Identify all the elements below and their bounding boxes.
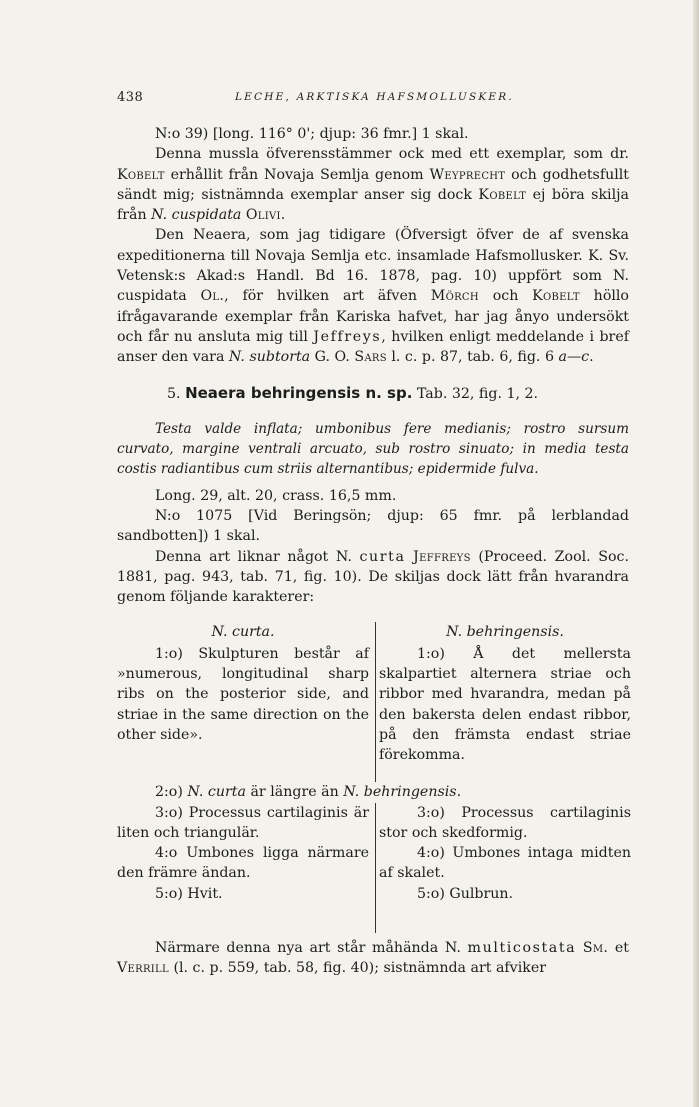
left-character-5: 5:o) Hvit.: [155, 885, 223, 902]
left-character-4: 4:o Umbones ligga närmare den främre ändan.: [117, 845, 369, 882]
paragraph-kobelt: Denna mussla öfverensstämmer ock med ett exemplar, som dr. Kobelt erhållit från Novaja Semlja genom Weyprecht och godhetsfullt sändt mig; sistnämnda exemplar anser sig dock Kobelt ej böra skilja från N. cuspidata Olivi.: [117, 146, 630, 224]
right-character-5: 5:o) Gulbrun.: [417, 885, 514, 902]
page-edge: [693, 0, 699, 1107]
running-title: LECHE, ARKTISKA HAFSMOLLUSKER.: [235, 91, 514, 103]
latin-diagnosis: Testa valde inflata; umbonibus fere medianis; rostro sursum curvato, margine ventrali arcuato, sub rostro sinuato; in media testa costis radiantibus cum striis alternantibus; epidermide fulva.: [117, 420, 629, 478]
paragraph-neaera-subtorta: Den Neaera, som jag tidigare (Öfversigt öfver de af svenska expeditionerna till Novaja Semlja etc. insamlade Hafsmollusker. K. Sv. Vetensk:s Akad:s Handl. Bd 16. 1878, pag. 10) uppfört som N. cuspidata Ol., för hvilken art äfven Mörch och Kobelt höllo ifrågavarande exemplar från Kariska hafvet, har jag ånyo undersökt och får nu ansluta mig till Jeffreys, hvilken enligt meddelande i bref anser den vara N. subtorta G. O. Sars l. c. p. 87, tab. 6, fig. 6 a—c.: [117, 227, 629, 366]
locality-line-39: N:o 39) [long. 116° 0'; djup: 36 fmr.] 1 skal.: [155, 126, 469, 142]
left-character-1: 1:o) Skulpturen består af »numerous, longitudinal sharp ribs on the posterior side, and striae in the same direction on the other side».: [117, 645, 369, 744]
comparison-left-lower: [117, 803, 369, 904]
column-divider-lower: [375, 803, 376, 933]
species-heading: 5. Neaera behringensis n. sp. Tab. 32, fig. 1, 2.: [167, 383, 539, 402]
left-character-3: 3:o) Processus cartilaginis är liten och triangulär.: [117, 804, 369, 841]
right-character-3: 3:o) Processus cartilaginis stor och skedformig.: [379, 804, 631, 841]
comparison-table: [117, 622, 629, 938]
column-divider: [375, 622, 376, 782]
comparison-left-column: [117, 622, 369, 746]
paragraph-multicostata: Närmare denna nya art står måhända N. multicostata Sm. et Verrill (l. c. p. 559, tab. 58, fig. 40); sistnämnda art afviker: [117, 939, 630, 976]
right-character-4: 4:o) Umbones intaga midten af skalet.: [379, 845, 631, 882]
comparison-right-lower: [379, 803, 631, 904]
paragraph-curta-comparison: Denna art liknar något N. curta Jeffreys (Proceed. Zool. Soc. 1881, pag. 943, tab. 71, fig. 10). De skiljas dock lätt från hvarandra genom följande karakterer:: [117, 548, 630, 606]
comparison-row-2: 2:o) N. curta är längre än N. behringensis.: [155, 783, 462, 800]
species-name: Neaera behringensis n. sp.: [185, 383, 413, 402]
right-character-1: 1:o) Å det mellersta skalpartiet alternera striae och ribbor med hvarandra, medan på den bakersta delen endast ribbor, på den främsta endast striae förekomma.: [379, 645, 631, 764]
locality-line-1075: N:o 1075 [Vid Beringsön; djup: 65 fmr. på lerblandad sandbotten]) 1 skal.: [117, 508, 629, 545]
page-number: 438: [117, 90, 144, 105]
measurements: Long. 29, alt. 20, crass. 16,5 mm.: [155, 487, 397, 504]
right-heading: N. behringensis.: [446, 623, 564, 640]
page-header: [117, 90, 629, 112]
comparison-right-column: [379, 622, 631, 766]
left-heading: N. curta.: [211, 623, 275, 640]
page-body: [117, 124, 629, 978]
